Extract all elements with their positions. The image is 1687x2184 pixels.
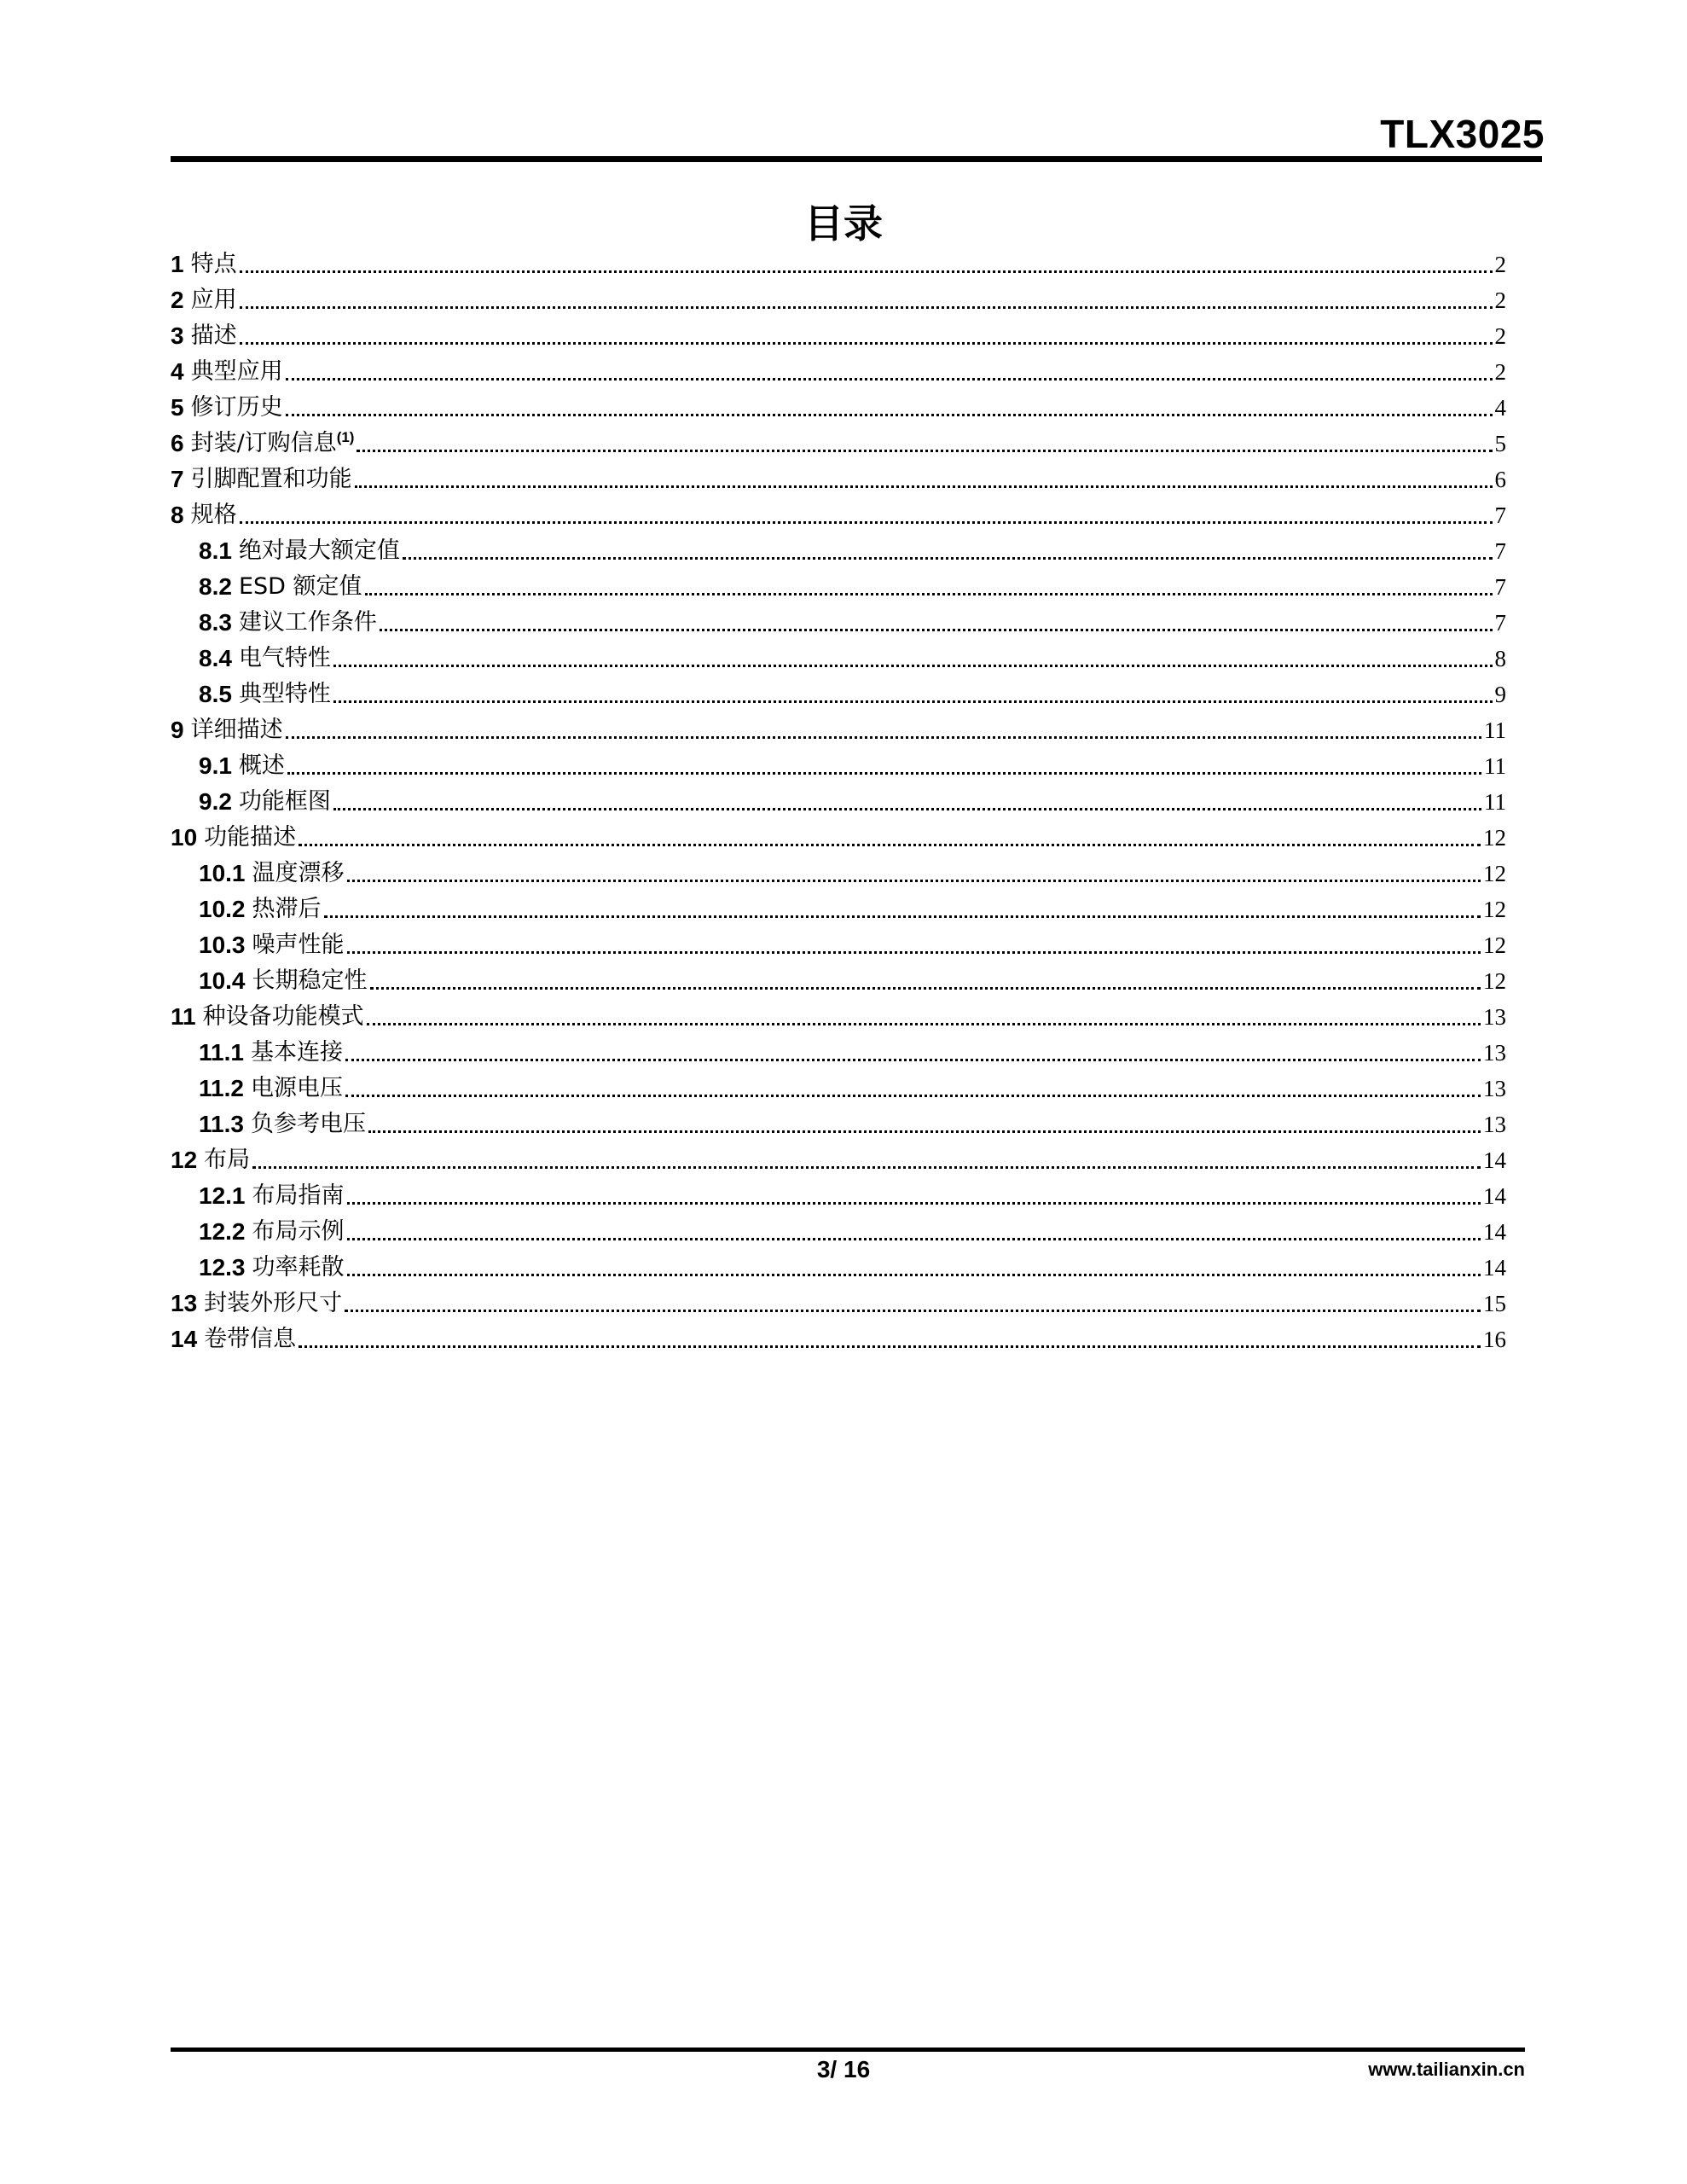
toc-entry-number: 8.5 bbox=[199, 681, 232, 707]
toc-entry-page: 12 bbox=[1483, 825, 1506, 851]
dot-leader bbox=[240, 305, 1493, 309]
toc-entry-number: 11.1 bbox=[199, 1039, 244, 1066]
toc-entry[interactable] bbox=[171, 673, 1506, 709]
toc-entry-number: 12.2 bbox=[199, 1218, 246, 1245]
dot-leader bbox=[286, 413, 1493, 416]
toc-entry-page: 2 bbox=[1494, 359, 1506, 385]
toc-entry-number: 1 bbox=[171, 251, 184, 277]
toc-entry-number: 8.2 bbox=[199, 573, 232, 600]
toc-entry[interactable] bbox=[171, 243, 1506, 279]
toc-entry-label bbox=[252, 1253, 345, 1282]
toc-entry-label-text: 修订历史 bbox=[190, 394, 283, 421]
toc-entry-label bbox=[203, 1002, 364, 1031]
toc-entry-page: 9 bbox=[1494, 682, 1506, 707]
toc-entry-number: 12.1 bbox=[199, 1182, 246, 1209]
toc-entry[interactable] bbox=[171, 781, 1506, 816]
dot-leader bbox=[286, 377, 1493, 380]
toc-entry-number: 7 bbox=[171, 466, 184, 492]
dot-leader bbox=[355, 485, 1493, 488]
toc-entry-number: 9.1 bbox=[199, 752, 232, 779]
dot-leader bbox=[324, 915, 1481, 918]
toc-entry-number: 4 bbox=[171, 358, 184, 385]
toc-entry-page: 12 bbox=[1483, 861, 1506, 886]
toc-entry-number: 5 bbox=[171, 394, 184, 421]
toc-entry-label bbox=[191, 423, 355, 458]
toc-entry-label bbox=[252, 859, 345, 888]
toc-entry[interactable] bbox=[171, 888, 1506, 924]
toc-entry[interactable] bbox=[171, 816, 1506, 852]
toc-entry-label-text: 负参考电压 bbox=[250, 1111, 366, 1137]
page-number: 3/ 16 bbox=[816, 2056, 871, 2082]
toc-entry-label-text: 封装外形尺寸 bbox=[204, 1290, 343, 1316]
toc-entry-label bbox=[239, 644, 331, 673]
toc-entry-label-text: 绝对最大额定值 bbox=[238, 537, 400, 564]
toc-entry-label bbox=[204, 1325, 296, 1354]
toc-entry-number: 8 bbox=[171, 502, 184, 528]
toc-entry-label-text: 布局示例 bbox=[252, 1218, 345, 1245]
toc-entry-page: 7 bbox=[1494, 538, 1506, 564]
dot-leader bbox=[299, 1345, 1481, 1348]
toc-entry-label-text: 电源电压 bbox=[250, 1075, 343, 1101]
toc-entry-label bbox=[252, 967, 368, 996]
dot-leader bbox=[365, 592, 1493, 595]
toc-entry-label bbox=[191, 322, 237, 351]
toc-entry-label bbox=[204, 823, 296, 852]
toc-entry[interactable] bbox=[171, 530, 1506, 566]
footnote-marker: (1) bbox=[336, 429, 355, 445]
toc-entry-label-text: 电气特性 bbox=[238, 645, 331, 671]
toc-entry-label bbox=[204, 1146, 250, 1175]
dot-leader bbox=[286, 735, 1481, 739]
toc-entry-label bbox=[252, 931, 345, 960]
toc-entry-label bbox=[239, 787, 331, 816]
toc-entry-number: 11 bbox=[171, 1003, 196, 1030]
toc-entry-page: 8 bbox=[1494, 646, 1506, 671]
dot-leader bbox=[357, 449, 1492, 452]
toc-entry-page: 14 bbox=[1483, 1255, 1506, 1281]
toc-entry-page: 13 bbox=[1483, 1040, 1506, 1066]
toc-entry-label-text: 典型应用 bbox=[190, 358, 283, 385]
toc-entry[interactable] bbox=[171, 351, 1506, 386]
dot-leader bbox=[347, 950, 1481, 954]
toc-entry[interactable] bbox=[171, 1246, 1506, 1282]
document-product-name: TLX3025 bbox=[1380, 112, 1545, 156]
toc-entry-label-text: 长期稳定性 bbox=[252, 967, 368, 994]
toc-entry[interactable] bbox=[171, 1031, 1506, 1067]
toc-entry-number: 12 bbox=[171, 1147, 198, 1173]
toc-entry-label bbox=[191, 716, 283, 745]
toc-entry-page: 12 bbox=[1483, 897, 1506, 922]
toc-entry[interactable] bbox=[171, 637, 1506, 673]
toc-entry-label bbox=[251, 1110, 366, 1139]
toc-entry[interactable] bbox=[171, 315, 1506, 351]
dot-leader bbox=[333, 700, 1493, 703]
dot-leader bbox=[347, 1273, 1481, 1276]
toc-entry-label-text: 热滞后 bbox=[252, 896, 322, 922]
toc-entry-page: 2 bbox=[1494, 288, 1506, 313]
toc-entry-label bbox=[239, 537, 400, 566]
toc-entry[interactable] bbox=[171, 1103, 1506, 1139]
toc-entry-number: 9.2 bbox=[199, 788, 232, 815]
toc-entry-page: 6 bbox=[1494, 467, 1506, 492]
toc-entry[interactable] bbox=[171, 1139, 1506, 1175]
toc-entry-page: 12 bbox=[1483, 968, 1506, 994]
toc-entry-label-text: 布局 bbox=[204, 1147, 251, 1173]
toc-entry-number: 14 bbox=[171, 1326, 198, 1352]
toc-entry[interactable] bbox=[171, 1067, 1506, 1103]
toc-entry-label bbox=[239, 752, 285, 781]
toc-entry-label-text: 建议工作条件 bbox=[238, 609, 377, 636]
toc-entry-label-text: 规格 bbox=[190, 502, 237, 528]
toc-entry-page: 13 bbox=[1483, 1076, 1506, 1101]
toc-entry-number: 6 bbox=[171, 430, 184, 456]
toc-entry[interactable] bbox=[171, 1175, 1506, 1211]
toc-entry-page: 14 bbox=[1483, 1219, 1506, 1245]
toc-entry-number: 9 bbox=[171, 717, 184, 743]
dot-leader bbox=[345, 1309, 1481, 1312]
toc-entry-page: 13 bbox=[1483, 1004, 1506, 1030]
toc-entry-number: 11.3 bbox=[199, 1111, 244, 1137]
toc-entry-label bbox=[191, 465, 352, 494]
toc-entry-label-text: 基本连接 bbox=[250, 1039, 343, 1066]
website-link[interactable]: www.tailianxin.cn bbox=[1368, 2059, 1525, 2080]
toc-entry-label bbox=[239, 572, 362, 601]
dot-leader bbox=[299, 843, 1481, 846]
dot-leader bbox=[403, 556, 1493, 560]
toc-entry-page: 7 bbox=[1494, 610, 1506, 636]
toc-entry-number: 12.3 bbox=[199, 1254, 246, 1281]
toc-entry-number: 8.4 bbox=[199, 645, 232, 671]
dot-leader bbox=[370, 986, 1481, 990]
toc-entry-label bbox=[251, 1038, 343, 1067]
toc-entry-label-text: 种设备功能模式 bbox=[202, 1003, 364, 1030]
toc-entry-page: 2 bbox=[1494, 252, 1506, 277]
toc-entry-label bbox=[204, 1289, 342, 1318]
toc-entry-label-text: ESD 额定值 bbox=[238, 573, 362, 600]
toc-entry-page: 16 bbox=[1483, 1327, 1506, 1352]
dot-leader bbox=[347, 1237, 1481, 1240]
toc-entry-number: 8.1 bbox=[199, 537, 232, 564]
dot-leader bbox=[333, 807, 1481, 810]
toc-entry-page: 5 bbox=[1494, 431, 1506, 456]
toc-entry-label bbox=[252, 1182, 345, 1211]
dot-leader bbox=[252, 1165, 1481, 1169]
toc-entry-label bbox=[191, 501, 237, 530]
toc-entry[interactable] bbox=[171, 852, 1506, 888]
toc-entry-label bbox=[191, 250, 237, 279]
toc-entry-page: 14 bbox=[1483, 1183, 1506, 1209]
toc-entry-label bbox=[191, 357, 283, 386]
toc-entry[interactable] bbox=[171, 709, 1506, 745]
toc-entry-label bbox=[252, 895, 322, 924]
dot-leader bbox=[347, 1201, 1481, 1205]
dot-leader bbox=[345, 1094, 1481, 1097]
toc-entry[interactable] bbox=[171, 1282, 1506, 1318]
toc-entry-label-text: 噪声性能 bbox=[252, 932, 345, 958]
toc-entry[interactable] bbox=[171, 458, 1506, 494]
dot-leader bbox=[347, 879, 1481, 882]
toc-entry[interactable] bbox=[171, 494, 1506, 530]
toc-entry[interactable] bbox=[171, 996, 1506, 1031]
toc-entry-number: 10.1 bbox=[199, 860, 246, 886]
toc-entry-label-text: 应用 bbox=[190, 287, 237, 313]
toc-entry-label bbox=[191, 393, 283, 422]
toc-entry-number: 11.2 bbox=[199, 1075, 244, 1101]
toc-entry-page: 11 bbox=[1484, 789, 1506, 815]
toc-entry-number: 10.3 bbox=[199, 932, 246, 958]
toc-entry-label-text: 特点 bbox=[190, 251, 237, 277]
toc-entry-label-text: 引脚配置和功能 bbox=[190, 466, 352, 492]
toc-entry[interactable] bbox=[171, 745, 1506, 781]
dot-leader bbox=[380, 628, 1493, 631]
table-of-contents bbox=[171, 243, 1506, 1354]
toc-entry[interactable] bbox=[171, 601, 1506, 637]
toc-entry-label-text: 描述 bbox=[190, 322, 237, 349]
toc-entry-page: 13 bbox=[1483, 1112, 1506, 1137]
toc-entry-label-text: 温度漂移 bbox=[252, 860, 345, 886]
toc-entry-number: 3 bbox=[171, 322, 184, 349]
toc-entry-number: 10.4 bbox=[199, 967, 246, 994]
toc-entry-page: 4 bbox=[1494, 395, 1506, 421]
toc-entry-label bbox=[239, 680, 331, 709]
dot-leader bbox=[368, 1130, 1481, 1133]
toc-entry-number: 10.2 bbox=[199, 896, 246, 922]
toc-entry-label bbox=[239, 608, 377, 637]
toc-entry-page: 2 bbox=[1494, 323, 1506, 349]
toc-entry-label-text: 封装/订购信息 bbox=[190, 430, 337, 456]
dot-leader bbox=[240, 520, 1493, 524]
toc-entry-label bbox=[252, 1217, 345, 1246]
toc-entry-number: 13 bbox=[171, 1290, 198, 1316]
toc-entry[interactable] bbox=[171, 924, 1506, 960]
toc-entry[interactable] bbox=[171, 1318, 1506, 1354]
header-divider bbox=[171, 156, 1542, 162]
toc-entry[interactable] bbox=[171, 422, 1506, 458]
toc-entry-label-text: 功率耗散 bbox=[252, 1254, 345, 1281]
toc-entry-label bbox=[251, 1074, 343, 1103]
toc-entry-label-text: 布局指南 bbox=[252, 1182, 345, 1209]
toc-entry-page: 11 bbox=[1484, 753, 1506, 779]
toc-entry-page: 15 bbox=[1483, 1291, 1506, 1316]
toc-entry-number: 2 bbox=[171, 287, 184, 313]
toc-entry-label-text: 概述 bbox=[238, 752, 285, 779]
toc-entry[interactable] bbox=[171, 566, 1506, 601]
toc-entry-number: 8.3 bbox=[199, 609, 232, 636]
toc-entry-label-text: 功能描述 bbox=[204, 824, 297, 851]
toc-heading: 目录 bbox=[804, 200, 883, 247]
dot-leader bbox=[287, 771, 1481, 775]
toc-entry-page: 14 bbox=[1483, 1147, 1506, 1173]
dot-leader bbox=[240, 341, 1493, 345]
toc-entry[interactable] bbox=[171, 1211, 1506, 1246]
dot-leader bbox=[240, 270, 1493, 273]
dot-leader bbox=[367, 1022, 1481, 1025]
dot-leader bbox=[345, 1058, 1481, 1061]
toc-entry-label-text: 详细描述 bbox=[190, 717, 283, 743]
toc-entry-label-text: 功能框图 bbox=[238, 788, 331, 815]
dot-leader bbox=[333, 664, 1493, 667]
toc-entry[interactable] bbox=[171, 960, 1506, 996]
toc-entry-page: 11 bbox=[1484, 717, 1506, 743]
toc-entry-label-text: 典型特性 bbox=[238, 681, 331, 707]
toc-entry-page: 12 bbox=[1483, 932, 1506, 958]
toc-entry[interactable] bbox=[171, 279, 1506, 315]
toc-entry-label-text: 卷带信息 bbox=[204, 1326, 297, 1352]
toc-entry-page: 7 bbox=[1494, 574, 1506, 600]
toc-entry-page: 7 bbox=[1494, 502, 1506, 528]
toc-entry[interactable] bbox=[171, 386, 1506, 422]
toc-entry-number: 10 bbox=[171, 824, 198, 851]
footer-divider bbox=[171, 2048, 1525, 2052]
toc-entry-label bbox=[191, 286, 237, 315]
